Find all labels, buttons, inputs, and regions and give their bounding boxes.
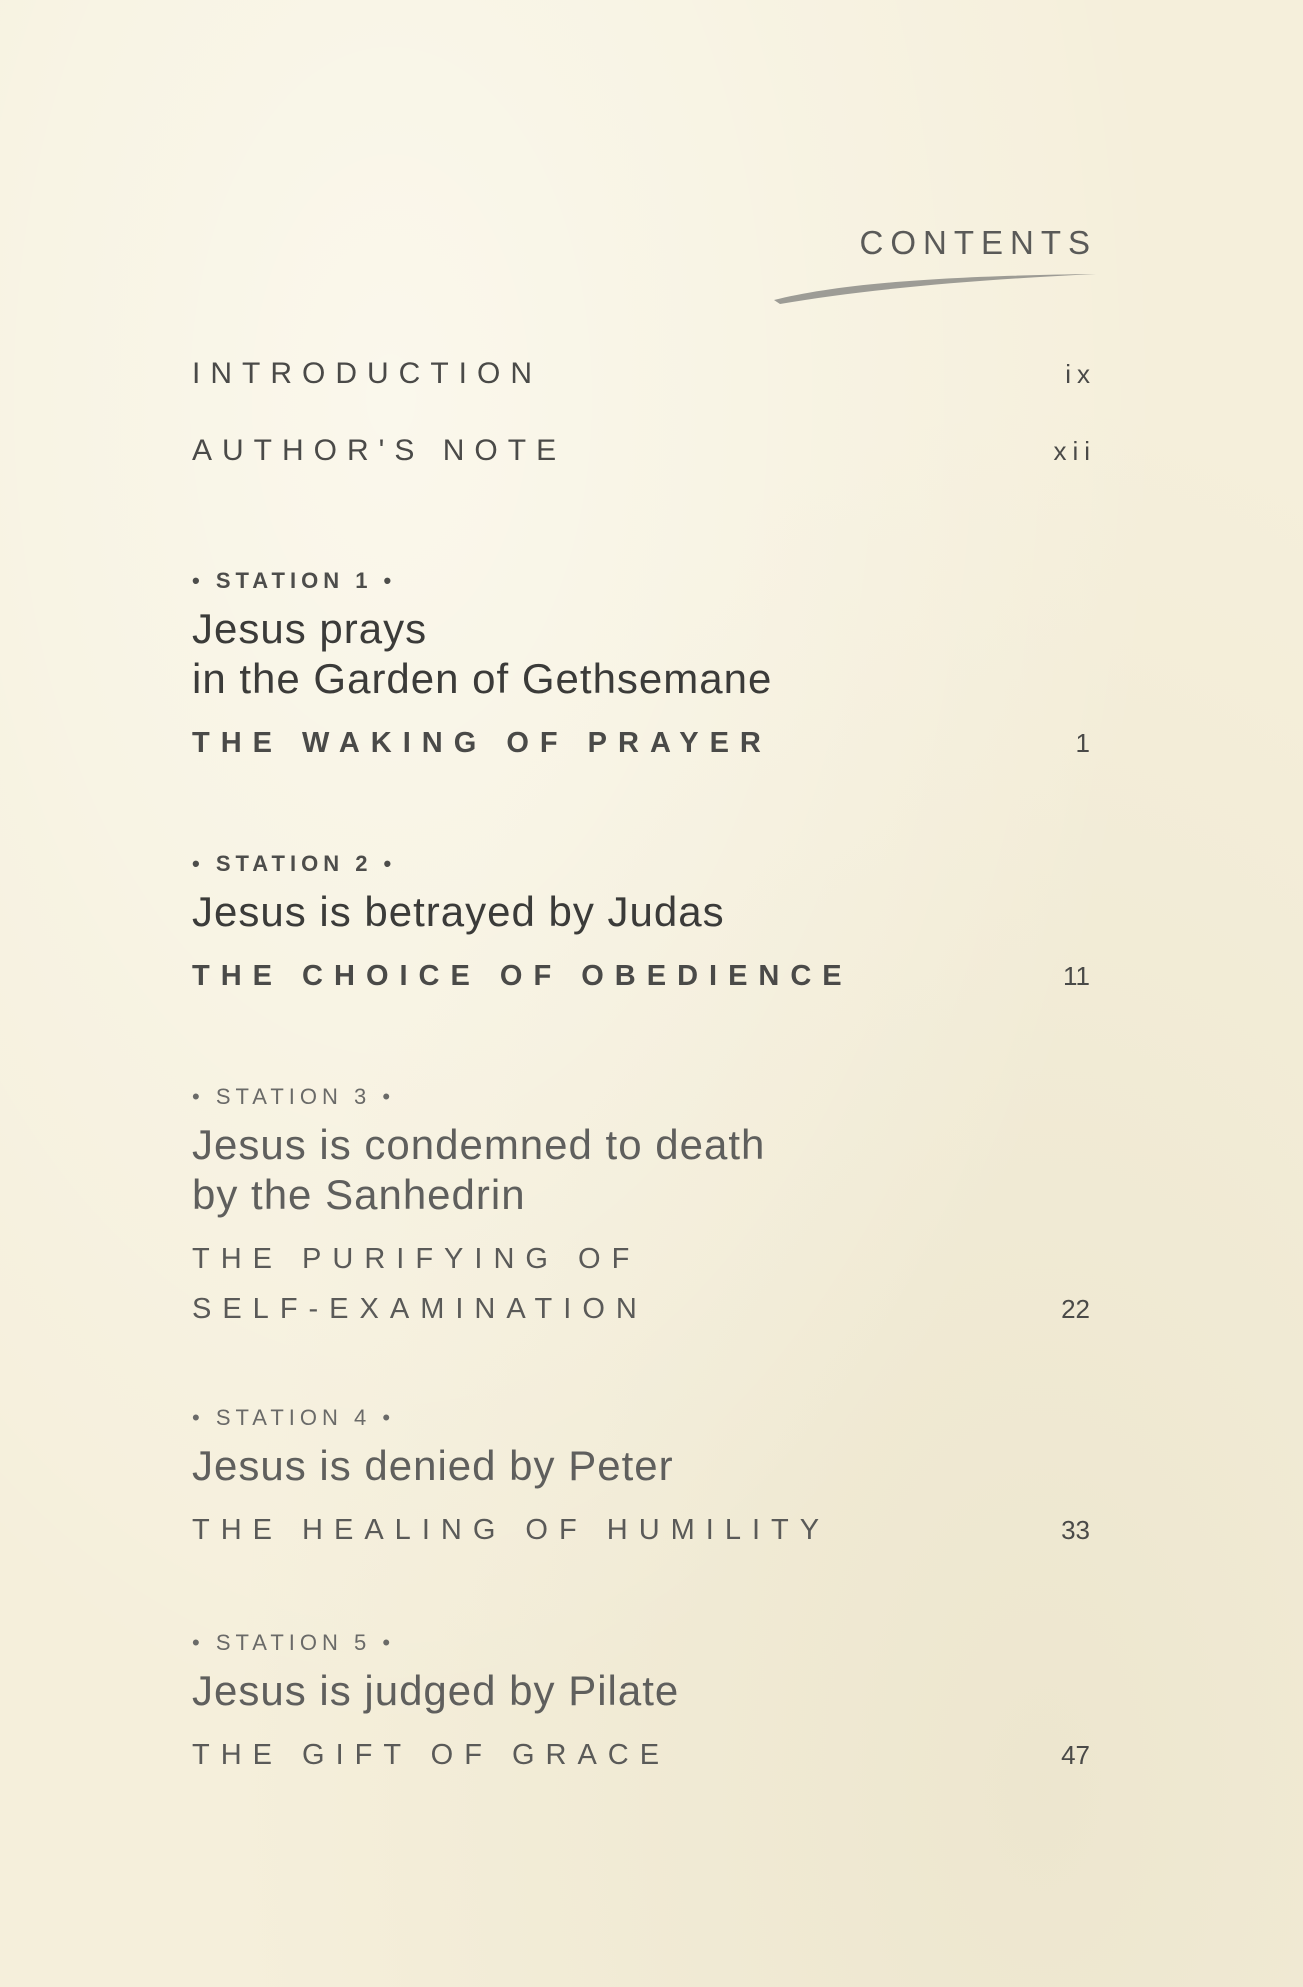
toc-entry-introduction[interactable] — [192, 357, 1096, 391]
station-theme: THE HEALING OF HUMILITY — [192, 1514, 831, 1546]
station-theme: THE WAKING OF PRAYER — [192, 727, 772, 759]
station-title: Jesus is judged by Pilate — [192, 1667, 680, 1714]
entry-page-number: xii — [1053, 436, 1096, 466]
entry-page-number: 33 — [1061, 1515, 1090, 1545]
toc-station-4[interactable] — [192, 1405, 1096, 1555]
toc-entry-authors-note[interactable] — [192, 434, 1096, 468]
station-label: • STATION 4 • — [192, 1405, 396, 1430]
station-title: Jesus is condemned to death by the Sanhedrin — [192, 1121, 766, 1218]
toc-station-3[interactable] — [192, 1084, 1096, 1334]
entry-page-number: 11 — [1063, 961, 1090, 991]
station-title: Jesus is denied by Peter — [192, 1442, 674, 1489]
entry-page-number: 47 — [1061, 1740, 1090, 1770]
station-title: Jesus prays in the Garden of Gethsemane — [192, 605, 773, 702]
station-title: Jesus is betrayed by Judas — [192, 888, 725, 935]
station-label: • STATION 3 • — [192, 1084, 396, 1109]
station-label: • STATION 2 • — [192, 851, 397, 876]
contents-heading: CONTENTS — [859, 224, 1097, 261]
station-theme: THE GIFT OF GRACE — [192, 1739, 671, 1771]
station-theme: THE CHOICE OF OBEDIENCE — [192, 960, 853, 992]
decorative-underline — [770, 268, 1100, 308]
entry-page-number: ix — [1065, 359, 1096, 389]
entry-label: AUTHOR'S NOTE — [192, 434, 567, 467]
toc-station-5[interactable] — [192, 1630, 1096, 1780]
station-theme: THE PURIFYING OF SELF-EXAMINATION — [192, 1243, 648, 1325]
station-label: • STATION 5 • — [192, 1630, 396, 1655]
entry-page-number: 22 — [1061, 1294, 1090, 1324]
toc-station-2[interactable] — [192, 851, 1096, 1001]
entry-label: INTRODUCTION — [192, 357, 542, 390]
toc-station-1[interactable] — [192, 568, 1096, 768]
station-label: • STATION 1 • — [192, 568, 397, 593]
entry-page-number: 1 — [1075, 728, 1090, 758]
